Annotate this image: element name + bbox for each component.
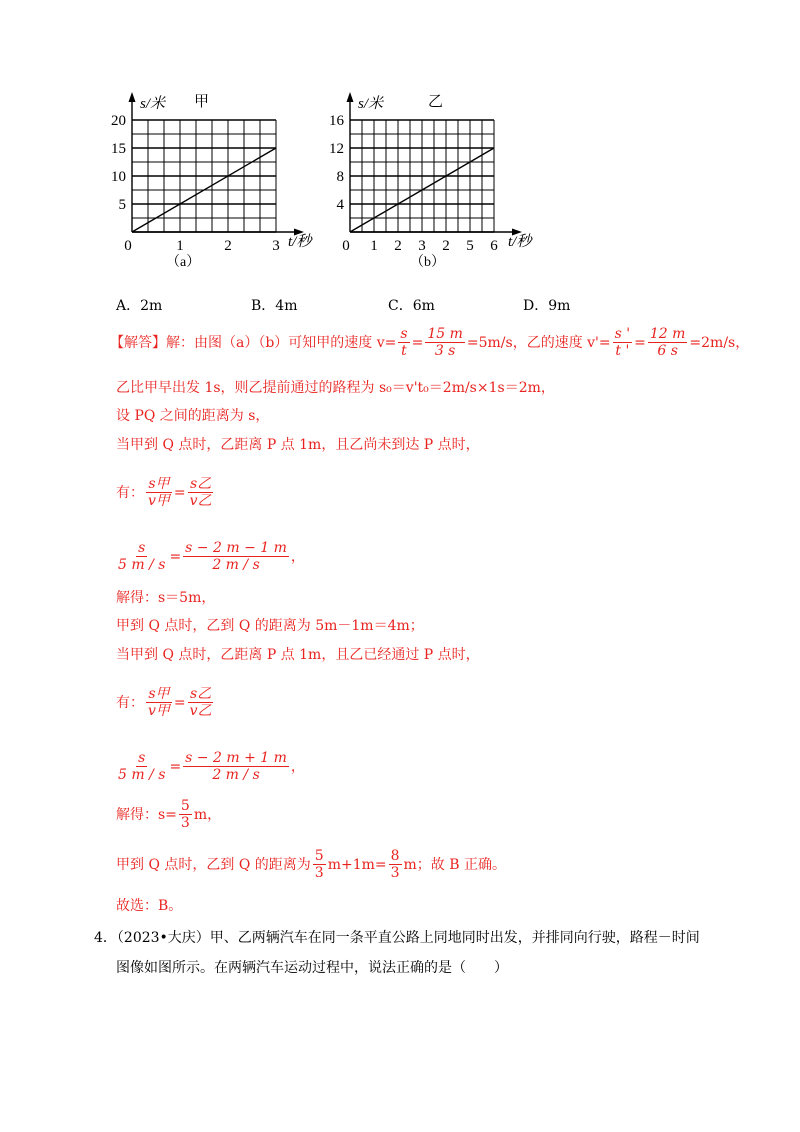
ratio-equation-1: 有： $\frac{\text{s甲}}{\text{v甲}}$ = $\frac{\text{s乙}}{\text{v乙}}$ xyxy=(116,476,212,509)
question-4-line-2: 图像如图所示。在两辆汽车运动过程中，说法正确的是（ ） xyxy=(116,960,508,976)
solution-line-4: 当甲到 Q 点时，乙距离 P 点 1m，且乙尚未到达 P 点时， xyxy=(116,437,480,453)
y-tick-label: 12 xyxy=(329,141,344,157)
option-d[interactable]: D．9m xyxy=(523,298,571,314)
solution-answer: 故选：B。 xyxy=(116,898,183,914)
y-tick-label: 5 xyxy=(118,197,126,213)
x-tick-label: 3 xyxy=(272,238,280,254)
frac-s-over-t: $\frac{s}{t}$ xyxy=(400,326,408,359)
chart-a-ylabel: s/米 xyxy=(140,96,166,112)
option-b[interactable]: B．4m xyxy=(251,298,298,314)
chart-a-xlabel: t/秒 xyxy=(288,234,312,250)
solution-line-7: 甲到 Q 点时，乙到 Q 的距离为 $\frac{5}{3}$ m+1m= $\frac{8}{3}$ m；故 B 正确。 xyxy=(116,848,506,881)
solution-line-6: 当甲到 Q 点时，乙距离 P 点 1m，且乙已经通过 P 点时， xyxy=(116,647,480,663)
frac-s-prime-over-t-prime: $\frac{s '}{t '}$ xyxy=(614,326,631,359)
chart-a xyxy=(100,86,330,272)
x-tick-label: 5 xyxy=(466,238,474,254)
x-tick-label: 2 xyxy=(442,238,450,254)
equation-2: $\frac{s}{5 m / s}$ = $\frac{s - 2 m + 1 m}{2 m / s}$ ， xyxy=(118,750,305,783)
chart-b-xlabel: t/秒 xyxy=(508,234,532,250)
option-c[interactable]: C．6m xyxy=(388,298,435,314)
frac-12m-over-6s: $\frac{12 m}{6 s}$ xyxy=(649,326,686,359)
frac-15m-over-3s: $\frac{15 m}{3 s}$ xyxy=(427,326,463,359)
question-4-line-1: 4．（2023•大庆）甲、乙两辆汽车在同一条平直公路上同地同时出发，并排同向行驶，路程－时间 xyxy=(94,930,700,946)
x-tick-label: 1 xyxy=(370,238,378,254)
chart-a-caption: （a） xyxy=(166,255,201,270)
y-tick-label: 10 xyxy=(111,169,126,185)
solution-l1-end: =2m/s， xyxy=(689,334,750,351)
x-tick-label: 2 xyxy=(394,238,402,254)
equation-1: $\frac{s}{5 m / s}$ = $\frac{s - 2 m - 1 m}{2 m / s}$ ， xyxy=(118,540,305,573)
chart-b xyxy=(318,86,548,272)
y-axis-arrow xyxy=(129,92,136,102)
x-tick-label: 0 xyxy=(124,238,132,254)
y-tick-label: 16 xyxy=(329,113,344,129)
solution-line-1: 【解答】 解：由图（a）（b）可知甲的速度 v= $\frac{s}{t}$ = $\frac{15 m}{3 s}$ =5m/s，乙的速度 v'= $\frac{s '}{t '}$ = $\frac{12 m}{6 s}$ =2m/s， xyxy=(110,326,750,359)
chart-a-title: 甲 xyxy=(194,94,210,110)
question-4-number: 4． xyxy=(94,930,117,946)
solution-line-5: 甲到 Q 点时，乙到 Q 的距离为 5m－1m＝4m； xyxy=(116,618,424,634)
solution-line-2: 乙比甲早出发 1s，则乙提前通过的路程为 s₀＝v't₀＝2m/s×1s＝2m， xyxy=(116,380,555,396)
y-tick-label: 15 xyxy=(111,141,126,157)
chart-a-axes xyxy=(129,92,305,236)
solution-result-2: 解得：s= $\frac{5}{3}$ m， xyxy=(116,798,222,831)
x-tick-label: 1 xyxy=(176,238,184,254)
solution-l1-pre: 解：由图（a）（b）可知甲的速度 v= xyxy=(166,334,397,351)
y-tick-label: 8 xyxy=(336,169,344,185)
option-a[interactable]: A．2m xyxy=(116,298,163,314)
y-tick-label: 4 xyxy=(336,197,344,213)
y-axis-arrow xyxy=(347,92,354,102)
chart-b-ylabel: s/米 xyxy=(358,96,384,112)
y-tick-label: 20 xyxy=(111,113,126,129)
x-tick-label: 6 xyxy=(490,238,498,254)
solution-result-1: 解得：s＝5m， xyxy=(116,590,216,606)
ratio-equation-2: 有： $\frac{\text{s甲}}{\text{v甲}}$ = $\frac{\text{s乙}}{\text{v乙}}$ xyxy=(116,686,212,719)
chart-b-caption: （b） xyxy=(410,255,445,270)
chart-b-grid xyxy=(350,120,494,232)
solution-l1-mid: =5m/s，乙的速度 v'= xyxy=(466,334,611,351)
chart-b-title: 乙 xyxy=(428,94,444,110)
x-tick-label: 3 xyxy=(418,238,426,254)
chart-a-grid xyxy=(132,120,276,232)
solution-line-3: 设 PQ 之间的距离为 s， xyxy=(116,408,270,424)
x-tick-label: 0 xyxy=(342,238,350,254)
x-tick-label: 2 xyxy=(224,238,232,254)
solution-tag: 【解答】 xyxy=(110,334,166,351)
